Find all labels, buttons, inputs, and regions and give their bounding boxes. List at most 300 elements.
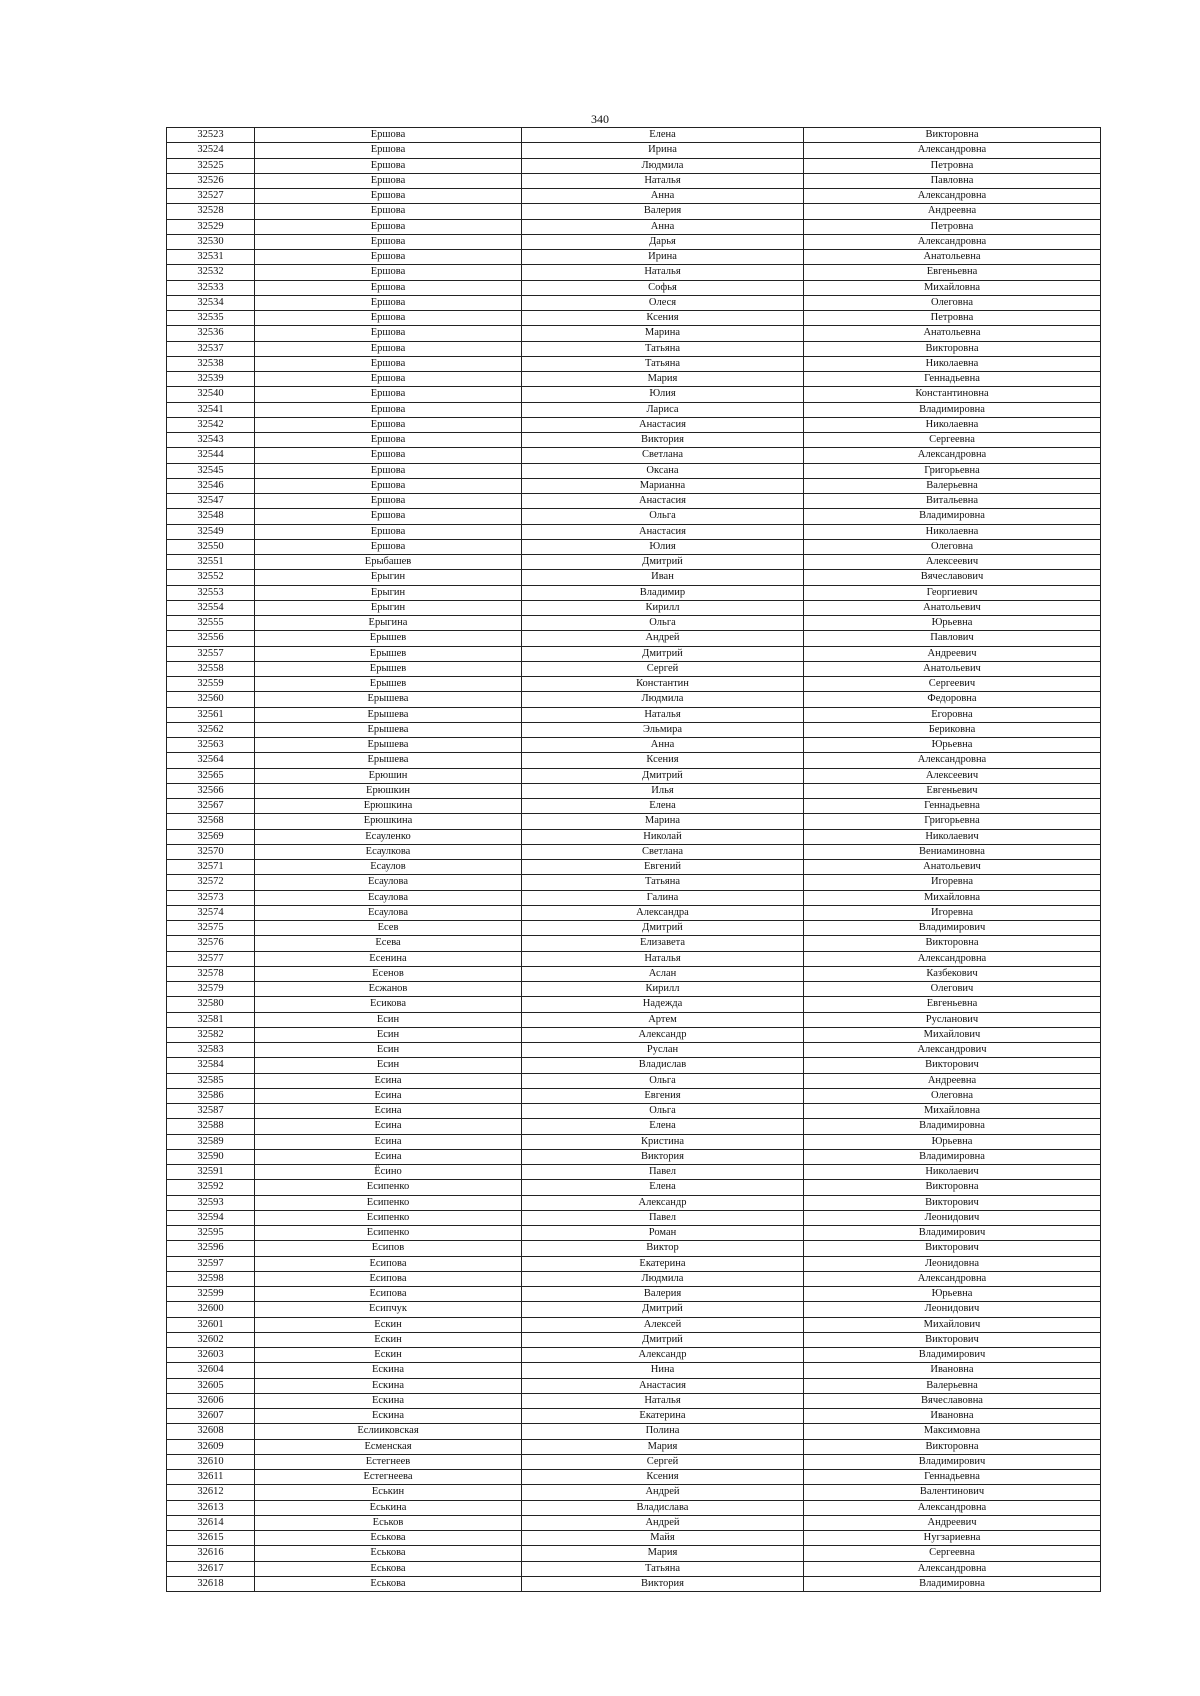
record-number-cell: 32571 — [167, 860, 255, 875]
record-number-cell: 32613 — [167, 1500, 255, 1515]
table-row — [167, 997, 1101, 1012]
table-row — [167, 1165, 1101, 1180]
first-name-cell: Виктория — [522, 433, 804, 448]
record-number-cell: 32607 — [167, 1409, 255, 1424]
patronymic-cell: Александровна — [804, 234, 1101, 249]
record-number-cell: 32541 — [167, 402, 255, 417]
record-number-cell: 32578 — [167, 966, 255, 981]
first-name-cell: Ксения — [522, 1470, 804, 1485]
surname-cell: Ескина — [255, 1393, 522, 1408]
record-number-cell: 32605 — [167, 1378, 255, 1393]
first-name-cell: Светлана — [522, 844, 804, 859]
patronymic-cell: Вениаминовна — [804, 844, 1101, 859]
record-number-cell: 32524 — [167, 143, 255, 158]
first-name-cell: Валерия — [522, 204, 804, 219]
first-name-cell: Илья — [522, 783, 804, 798]
patronymic-cell: Евгеньевна — [804, 265, 1101, 280]
table-row — [167, 646, 1101, 661]
surname-cell: Есменская — [255, 1439, 522, 1454]
first-name-cell: Ксения — [522, 311, 804, 326]
surname-cell: Ерыгина — [255, 616, 522, 631]
table-row — [167, 417, 1101, 432]
patronymic-cell: Викторовна — [804, 1180, 1101, 1195]
record-number-cell: 32597 — [167, 1256, 255, 1271]
surname-cell: Есина — [255, 1073, 522, 1088]
table-row — [167, 1134, 1101, 1149]
surname-cell: Ершова — [255, 189, 522, 204]
table-row — [167, 1027, 1101, 1042]
first-name-cell: Владимир — [522, 585, 804, 600]
table-row — [167, 966, 1101, 981]
patronymic-cell: Вячеславовна — [804, 1393, 1101, 1408]
first-name-cell: Надежда — [522, 997, 804, 1012]
surname-cell: Ерышева — [255, 753, 522, 768]
table-row — [167, 326, 1101, 341]
table-row — [167, 173, 1101, 188]
patronymic-cell: Павлович — [804, 631, 1101, 646]
patronymic-cell: Олеговна — [804, 1088, 1101, 1103]
table-row — [167, 1088, 1101, 1103]
patronymic-cell: Игоревна — [804, 875, 1101, 890]
patronymic-cell: Алексеевич — [804, 768, 1101, 783]
record-number-cell: 32589 — [167, 1134, 255, 1149]
record-number-cell: 32586 — [167, 1088, 255, 1103]
surname-cell: Ескин — [255, 1317, 522, 1332]
table-row — [167, 1317, 1101, 1332]
patronymic-cell: Александрович — [804, 1043, 1101, 1058]
record-number-cell: 32584 — [167, 1058, 255, 1073]
surname-cell: Ершова — [255, 158, 522, 173]
first-name-cell: Ольга — [522, 509, 804, 524]
first-name-cell: Марина — [522, 814, 804, 829]
surname-cell: Есауленко — [255, 829, 522, 844]
table-row — [167, 265, 1101, 280]
table-row — [167, 143, 1101, 158]
table-row — [167, 1073, 1101, 1088]
patronymic-cell: Владимирович — [804, 1454, 1101, 1469]
record-number-cell: 32568 — [167, 814, 255, 829]
surname-cell: Есаулова — [255, 875, 522, 890]
first-name-cell: Руслан — [522, 1043, 804, 1058]
first-name-cell: Роман — [522, 1226, 804, 1241]
surname-cell: Ершова — [255, 280, 522, 295]
record-number-cell: 32534 — [167, 295, 255, 310]
first-name-cell: Оксана — [522, 463, 804, 478]
surname-cell: Есипова — [255, 1287, 522, 1302]
table-row — [167, 844, 1101, 859]
first-name-cell: Дмитрий — [522, 1332, 804, 1347]
surname-cell: Есина — [255, 1088, 522, 1103]
table-row — [167, 707, 1101, 722]
table-row — [167, 860, 1101, 875]
table-row — [167, 677, 1101, 692]
first-name-cell: Наталья — [522, 173, 804, 188]
surname-cell: Ерыгин — [255, 600, 522, 615]
first-name-cell: Кирилл — [522, 600, 804, 615]
patronymic-cell: Леонидовна — [804, 1256, 1101, 1271]
record-number-cell: 32538 — [167, 356, 255, 371]
first-name-cell: Ксения — [522, 753, 804, 768]
table-row — [167, 570, 1101, 585]
surname-cell: Ершова — [255, 356, 522, 371]
first-name-cell: Сергей — [522, 1454, 804, 1469]
patronymic-cell: Олеговна — [804, 295, 1101, 310]
surname-cell: Ершова — [255, 219, 522, 234]
first-name-cell: Марианна — [522, 478, 804, 493]
surname-cell: Ерыгин — [255, 585, 522, 600]
record-number-cell: 32545 — [167, 463, 255, 478]
table-row — [167, 905, 1101, 920]
record-number-cell: 32530 — [167, 234, 255, 249]
table-row — [167, 631, 1101, 646]
first-name-cell: Дмитрий — [522, 768, 804, 783]
patronymic-cell: Николаевич — [804, 1165, 1101, 1180]
patronymic-cell: Геннадьевна — [804, 372, 1101, 387]
surname-cell: Ескина — [255, 1378, 522, 1393]
patronymic-cell: Анатольевич — [804, 661, 1101, 676]
surname-cell: Ершова — [255, 433, 522, 448]
record-number-cell: 32533 — [167, 280, 255, 295]
first-name-cell: Ирина — [522, 250, 804, 265]
record-number-cell: 32593 — [167, 1195, 255, 1210]
patronymic-cell: Анатольевич — [804, 600, 1101, 615]
surname-cell: Еськова — [255, 1531, 522, 1546]
surname-cell: Ерышева — [255, 707, 522, 722]
table-row — [167, 341, 1101, 356]
patronymic-cell: Владимирович — [804, 921, 1101, 936]
surname-cell: Естегнеев — [255, 1454, 522, 1469]
record-number-cell: 32543 — [167, 433, 255, 448]
record-number-cell: 32566 — [167, 783, 255, 798]
table-row — [167, 128, 1101, 143]
surname-cell: Есина — [255, 1104, 522, 1119]
first-name-cell: Наталья — [522, 1393, 804, 1408]
patronymic-cell: Валерьевна — [804, 478, 1101, 493]
record-number-cell: 32590 — [167, 1149, 255, 1164]
page-number: 340 — [591, 112, 609, 126]
table-row — [167, 448, 1101, 463]
first-name-cell: Анна — [522, 738, 804, 753]
surname-cell: Есжанов — [255, 982, 522, 997]
table-row — [167, 1180, 1101, 1195]
patronymic-cell: Михайлович — [804, 1317, 1101, 1332]
first-name-cell: Владислава — [522, 1500, 804, 1515]
record-number-cell: 32523 — [167, 128, 255, 143]
table-row — [167, 555, 1101, 570]
table-row — [167, 875, 1101, 890]
patronymic-cell: Леонидович — [804, 1302, 1101, 1317]
first-name-cell: Лариса — [522, 402, 804, 417]
patronymic-cell: Олеговна — [804, 539, 1101, 554]
patronymic-cell: Михайловна — [804, 890, 1101, 905]
record-number-cell: 32608 — [167, 1424, 255, 1439]
patronymic-cell: Ивановна — [804, 1409, 1101, 1424]
surname-cell: Ерыбашев — [255, 555, 522, 570]
table-row — [167, 1332, 1101, 1347]
surname-cell: Есипенко — [255, 1195, 522, 1210]
surname-cell: Ершова — [255, 509, 522, 524]
first-name-cell: Ольга — [522, 1073, 804, 1088]
surname-cell: Еськина — [255, 1500, 522, 1515]
record-number-cell: 32539 — [167, 372, 255, 387]
record-number-cell: 32610 — [167, 1454, 255, 1469]
first-name-cell: Мария — [522, 372, 804, 387]
record-number-cell: 32598 — [167, 1271, 255, 1286]
surname-cell: Ерышева — [255, 722, 522, 737]
patronymic-cell: Владимировна — [804, 1119, 1101, 1134]
surname-cell: Еслииковская — [255, 1424, 522, 1439]
surname-cell: Ерыгин — [255, 570, 522, 585]
table-row — [167, 799, 1101, 814]
record-number-cell: 32617 — [167, 1561, 255, 1576]
first-name-cell: Татьяна — [522, 875, 804, 890]
record-number-cell: 32555 — [167, 616, 255, 631]
surname-cell: Есев — [255, 921, 522, 936]
surname-cell: Есипенко — [255, 1210, 522, 1225]
patronymic-cell: Геннадьевна — [804, 799, 1101, 814]
surname-cell: Ершова — [255, 494, 522, 509]
first-name-cell: Софья — [522, 280, 804, 295]
patronymic-cell: Андреевна — [804, 1073, 1101, 1088]
patronymic-cell: Евгеньевна — [804, 997, 1101, 1012]
patronymic-cell: Викторович — [804, 1241, 1101, 1256]
surname-cell: Есева — [255, 936, 522, 951]
record-number-cell: 32616 — [167, 1546, 255, 1561]
first-name-cell: Евгения — [522, 1088, 804, 1103]
surname-cell: Есин — [255, 1043, 522, 1058]
table-row — [167, 1241, 1101, 1256]
surname-cell: Ескин — [255, 1332, 522, 1347]
surname-cell: Ершова — [255, 539, 522, 554]
table-row — [167, 692, 1101, 707]
patronymic-cell: Викторович — [804, 1195, 1101, 1210]
surname-cell: Ерышева — [255, 692, 522, 707]
first-name-cell: Александр — [522, 1348, 804, 1363]
surname-cell: Ерышев — [255, 631, 522, 646]
patronymic-cell: Владимировна — [804, 402, 1101, 417]
first-name-cell: Ольга — [522, 616, 804, 631]
first-name-cell: Валерия — [522, 1287, 804, 1302]
table-row — [167, 1485, 1101, 1500]
record-number-cell: 32552 — [167, 570, 255, 585]
surname-cell: Есенина — [255, 951, 522, 966]
first-name-cell: Анастасия — [522, 1378, 804, 1393]
first-name-cell: Елена — [522, 1180, 804, 1195]
first-name-cell: Анна — [522, 219, 804, 234]
patronymic-cell: Федоровна — [804, 692, 1101, 707]
first-name-cell: Павел — [522, 1165, 804, 1180]
first-name-cell: Кристина — [522, 1134, 804, 1149]
patronymic-cell: Павловна — [804, 173, 1101, 188]
first-name-cell: Анастасия — [522, 494, 804, 509]
surname-cell: Ершова — [255, 234, 522, 249]
table-row — [167, 280, 1101, 295]
record-number-cell: 32609 — [167, 1439, 255, 1454]
first-name-cell: Мария — [522, 1439, 804, 1454]
surname-cell: Ершова — [255, 128, 522, 143]
first-name-cell: Екатерина — [522, 1409, 804, 1424]
first-name-cell: Наталья — [522, 951, 804, 966]
first-name-cell: Дарья — [522, 234, 804, 249]
first-name-cell: Алексей — [522, 1317, 804, 1332]
surname-cell: Ерюшин — [255, 768, 522, 783]
table-row — [167, 509, 1101, 524]
table-row — [167, 1195, 1101, 1210]
first-name-cell: Юлия — [522, 539, 804, 554]
surname-cell: Еськов — [255, 1515, 522, 1530]
record-number-cell: 32612 — [167, 1485, 255, 1500]
patronymic-cell: Андреевич — [804, 1515, 1101, 1530]
surname-cell: Есипчук — [255, 1302, 522, 1317]
surname-cell: Есаулова — [255, 890, 522, 905]
record-number-cell: 32562 — [167, 722, 255, 737]
first-name-cell: Майя — [522, 1531, 804, 1546]
surname-cell: Еськова — [255, 1576, 522, 1591]
record-number-cell: 32585 — [167, 1073, 255, 1088]
first-name-cell: Юлия — [522, 387, 804, 402]
patronymic-cell: Григорьевна — [804, 463, 1101, 478]
table-row — [167, 1546, 1101, 1561]
patronymic-cell: Валерьевна — [804, 1378, 1101, 1393]
record-number-cell: 32561 — [167, 707, 255, 722]
record-number-cell: 32601 — [167, 1317, 255, 1332]
first-name-cell: Дмитрий — [522, 555, 804, 570]
first-name-cell: Константин — [522, 677, 804, 692]
surname-cell: Ершова — [255, 311, 522, 326]
first-name-cell: Елена — [522, 128, 804, 143]
first-name-cell: Полина — [522, 1424, 804, 1439]
record-number-cell: 32565 — [167, 768, 255, 783]
patronymic-cell: Константиновна — [804, 387, 1101, 402]
patronymic-cell: Николаевич — [804, 829, 1101, 844]
surname-cell: Ерышев — [255, 646, 522, 661]
table-row — [167, 1439, 1101, 1454]
table-row — [167, 738, 1101, 753]
surname-cell: Ершова — [255, 265, 522, 280]
patronymic-cell: Юрьевна — [804, 738, 1101, 753]
record-number-cell: 32573 — [167, 890, 255, 905]
record-number-cell: 32592 — [167, 1180, 255, 1195]
first-name-cell: Виктория — [522, 1576, 804, 1591]
first-name-cell: Павел — [522, 1210, 804, 1225]
patronymic-cell: Михайловна — [804, 280, 1101, 295]
first-name-cell: Александр — [522, 1195, 804, 1210]
record-number-cell: 32602 — [167, 1332, 255, 1347]
surname-cell: Ескина — [255, 1363, 522, 1378]
surname-cell: Ершова — [255, 463, 522, 478]
table-row — [167, 1500, 1101, 1515]
first-name-cell: Эльмира — [522, 722, 804, 737]
record-number-cell: 32576 — [167, 936, 255, 951]
first-name-cell: Иван — [522, 570, 804, 585]
first-name-cell: Наталья — [522, 265, 804, 280]
patronymic-cell: Петровна — [804, 311, 1101, 326]
table-row — [167, 311, 1101, 326]
table-row — [167, 829, 1101, 844]
patronymic-cell: Олегович — [804, 982, 1101, 997]
record-number-cell: 32591 — [167, 1165, 255, 1180]
record-number-cell: 32542 — [167, 417, 255, 432]
record-number-cell: 32528 — [167, 204, 255, 219]
table-row — [167, 295, 1101, 310]
patronymic-cell: Русланович — [804, 1012, 1101, 1027]
table-row — [167, 204, 1101, 219]
record-number-cell: 32581 — [167, 1012, 255, 1027]
table-row — [167, 234, 1101, 249]
table-row — [167, 1531, 1101, 1546]
patronymic-cell: Анатольевна — [804, 326, 1101, 341]
patronymic-cell: Владимировна — [804, 1149, 1101, 1164]
surname-cell: Ерюшкина — [255, 799, 522, 814]
patronymic-cell: Ивановна — [804, 1363, 1101, 1378]
patronymic-cell: Геннадьевна — [804, 1470, 1101, 1485]
surname-cell: Есин — [255, 1012, 522, 1027]
patronymic-cell: Григорьевна — [804, 814, 1101, 829]
patronymic-cell: Александровна — [804, 189, 1101, 204]
surname-cell: Есин — [255, 1027, 522, 1042]
patronymic-cell: Александровна — [804, 951, 1101, 966]
record-number-cell: 32577 — [167, 951, 255, 966]
record-number-cell: 32527 — [167, 189, 255, 204]
first-name-cell: Анна — [522, 189, 804, 204]
patronymic-cell: Николаевна — [804, 356, 1101, 371]
record-number-cell: 32526 — [167, 173, 255, 188]
record-number-cell: 32546 — [167, 478, 255, 493]
surname-cell: Ершова — [255, 402, 522, 417]
surname-cell: Есина — [255, 1149, 522, 1164]
first-name-cell: Людмила — [522, 1271, 804, 1286]
surname-cell: Есина — [255, 1134, 522, 1149]
surname-cell: Ершова — [255, 372, 522, 387]
first-name-cell: Татьяна — [522, 1561, 804, 1576]
table-row — [167, 768, 1101, 783]
patronymic-cell: Владимирович — [804, 1348, 1101, 1363]
table-row — [167, 921, 1101, 936]
patronymic-cell: Михайловна — [804, 1104, 1101, 1119]
surname-cell: Есенов — [255, 966, 522, 981]
patronymic-cell: Юрьевна — [804, 616, 1101, 631]
patronymic-cell: Егоровна — [804, 707, 1101, 722]
record-number-cell: 32570 — [167, 844, 255, 859]
surname-cell: Ёсино — [255, 1165, 522, 1180]
first-name-cell: Евгений — [522, 860, 804, 875]
patronymic-cell: Викторовна — [804, 1439, 1101, 1454]
record-number-cell: 32582 — [167, 1027, 255, 1042]
surname-cell: Еськин — [255, 1485, 522, 1500]
patronymic-cell: Викторович — [804, 1332, 1101, 1347]
patronymic-cell: Юрьевна — [804, 1287, 1101, 1302]
surname-cell: Ершова — [255, 250, 522, 265]
first-name-cell: Мария — [522, 1546, 804, 1561]
table-row — [167, 158, 1101, 173]
first-name-cell: Олеся — [522, 295, 804, 310]
surname-cell: Есипов — [255, 1241, 522, 1256]
table-row — [167, 616, 1101, 631]
first-name-cell: Андрей — [522, 1515, 804, 1530]
patronymic-cell: Михайлович — [804, 1027, 1101, 1042]
patronymic-cell: Александровна — [804, 448, 1101, 463]
first-name-cell: Людмила — [522, 692, 804, 707]
record-number-cell: 32554 — [167, 600, 255, 615]
surname-cell: Ерышева — [255, 738, 522, 753]
first-name-cell: Анастасия — [522, 417, 804, 432]
record-number-cell: 32531 — [167, 250, 255, 265]
record-number-cell: 32580 — [167, 997, 255, 1012]
record-number-cell: 32550 — [167, 539, 255, 554]
table-row — [167, 585, 1101, 600]
table-row — [167, 1424, 1101, 1439]
record-number-cell: 32588 — [167, 1119, 255, 1134]
